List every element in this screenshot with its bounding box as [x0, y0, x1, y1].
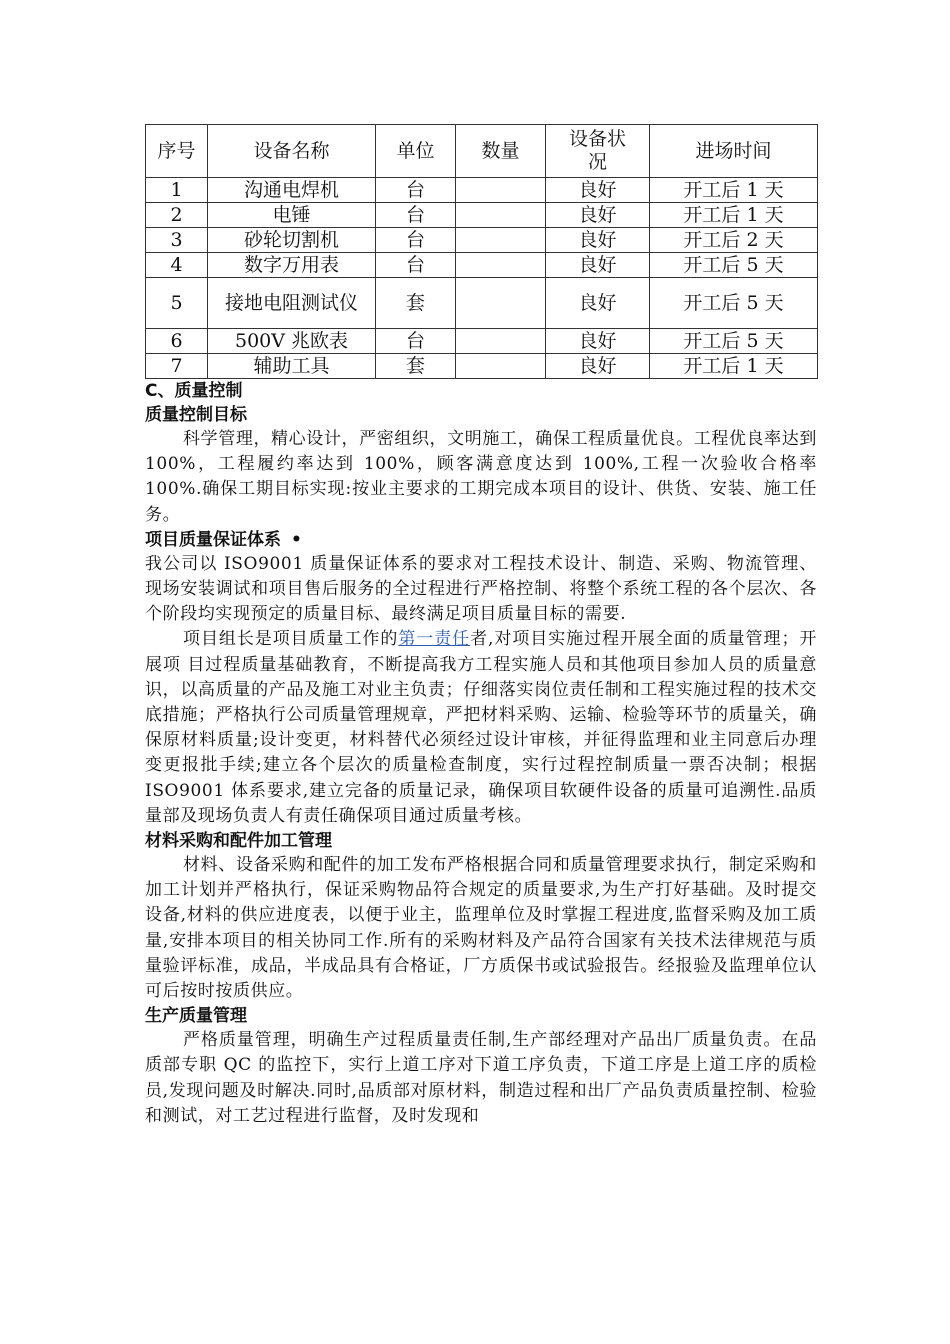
cell-unit: 套 [376, 354, 456, 379]
cell-status: 良好 [546, 228, 650, 253]
cell-time: 开工后 5 天 [650, 329, 818, 354]
leader-text-before: 项目组长是项目质量工作的 [183, 629, 399, 650]
cell-time: 开工后 5 天 [650, 278, 818, 329]
cell-qty [456, 178, 546, 203]
leader-paragraph [145, 627, 817, 829]
cell-name: 500V 兆欧表 [208, 329, 376, 354]
cell-name: 砂轮切割机 [208, 228, 376, 253]
cell-no: 2 [146, 203, 208, 228]
table-row [146, 253, 818, 278]
header-unit: 单位 [376, 125, 456, 178]
cell-time: 开工后 1 天 [650, 203, 818, 228]
document-page [145, 124, 817, 1129]
cell-status: 良好 [546, 253, 650, 278]
table-row [146, 178, 818, 203]
cell-unit: 台 [376, 203, 456, 228]
cell-unit: 台 [376, 178, 456, 203]
cell-qty [456, 354, 546, 379]
first-responsibility-link[interactable]: 第一责任 [398, 629, 471, 650]
cell-status: 良好 [546, 278, 650, 329]
cell-unit: 台 [376, 253, 456, 278]
cell-unit: 台 [376, 228, 456, 253]
cell-name: 沟通电焊机 [208, 178, 376, 203]
table-row [146, 228, 818, 253]
cell-no: 4 [146, 253, 208, 278]
quality-goal-paragraph: 科学管理，精心设计，严密组织，文明施工，确保工程质量优良。工程优良率达到 100%，工程履约率达到 100%，顾客满意度达到 100%,工程一次验收合格率 100%.确保工期目标实现:按业主要求的工期完成本项目的设计、供货、安装、施工任务。 [145, 429, 817, 525]
cell-name: 辅助工具 [208, 354, 376, 379]
production-paragraph: 严格质量管理，明确生产过程质量责任制,生产部经理对产品出厂质量负责。在品质部专职 QC 的监控下，实行上道工序对下道工序负责，下道工序是上道工序的质检员,发现问题及时解决.同时,品质部对原材料，制造过程和出厂产品负责质量控制、检验和测试，对工艺过程进行监督，及时发现和 [145, 1030, 817, 1126]
cell-time: 开工后 5 天 [650, 253, 818, 278]
production-heading: 生产质量管理 [145, 1006, 247, 1027]
cell-no: 3 [146, 228, 208, 253]
cell-status: 良好 [546, 354, 650, 379]
equipment-table [145, 124, 818, 379]
cell-qty [456, 228, 546, 253]
cell-name: 电锤 [208, 203, 376, 228]
header-status [546, 125, 650, 178]
procurement-paragraph: 材料、设备采购和配件的加工发布严格根据合同和质量管理要求执行，制定采购和加工计划并严格执行，保证采购物品符合规定的质量要求,为生产打好基础。及时提交设备,材料的供应进度表，以便于业主，监理单位及时掌握工程进度,监督采购及加工质量,安排本项目的相关协同工作.所有的采购材料及产品符合国家有关技术法律规范与质量验评标准，成品，半成品具有合格证，厂方质保书或试验报告。经报验及监理单位认可后按时按质供应。 [145, 855, 817, 1002]
cell-status: 良好 [546, 203, 650, 228]
procurement-heading: 材料采购和配件加工管理 [145, 831, 332, 852]
cell-status: 良好 [546, 178, 650, 203]
bullet-icon: • [291, 529, 302, 550]
cell-qty [456, 329, 546, 354]
table-row [146, 354, 818, 379]
cell-time: 开工后 1 天 [650, 178, 818, 203]
cell-name [208, 278, 376, 329]
cell-status: 良好 [546, 329, 650, 354]
header-status-text: 设备状况 [568, 128, 626, 173]
cell-no: 5 [146, 278, 208, 329]
cell-unit: 套 [376, 278, 456, 329]
table-row [146, 278, 818, 329]
cell-unit: 台 [376, 329, 456, 354]
leader-text-after: 者,对项目实施过程开展全面的质量管理；开展项 目过程质量基础教育，不断提高我方工程实施人员和其他项目参加人员的质量意识，以高质量的产品及施工对业主负责；仔细落实岗位责任制和工程实施过程的技术交底措施；严格执行公司质量管理规章，严把材料采购、运输、检验等环节的质量关，确保原材料质量;设计变更，材料替代必须经过设计审核，并征得监理和业主同意后办理变更报批手续;建立各个层次的质量检查制度，实行过程控制质量一票否决制；根据 ISO9001 体系要求,建立完备的质量记录，确保项目软硬件设备的质量可追溯性.品质量部及现场负责人有责任确保项目通过质量考核。 [145, 629, 818, 826]
assurance-heading [145, 528, 817, 552]
cell-time: 开工后 1 天 [650, 354, 818, 379]
table-header-row [146, 125, 818, 178]
section-c-heading: C、质量控制 [145, 381, 243, 401]
header-no: 序号 [146, 125, 208, 178]
header-qty: 数量 [456, 125, 546, 178]
cell-qty [456, 278, 546, 329]
table-row [146, 329, 818, 354]
cell-time: 开工后 2 天 [650, 228, 818, 253]
cell-qty [456, 253, 546, 278]
header-time: 进场时间 [650, 125, 818, 178]
assurance-paragraph: 我公司以 ISO9001 质量保证体系的要求对工程技术设计、制造、采购、物流管理、现场安装调试和项目售后服务的全过程进行严格控制、将整个系统工程的各个层次、各个阶段均实现预定的质量目标、最终满足项目质量目标的需要. [145, 553, 817, 625]
cell-name: 数字万用表 [208, 253, 376, 278]
cell-no: 7 [146, 354, 208, 379]
cell-no: 6 [146, 329, 208, 354]
table-row [146, 203, 818, 228]
header-name: 设备名称 [208, 125, 376, 178]
cell-no: 1 [146, 178, 208, 203]
quality-goal-heading: 质量控制目标 [145, 405, 247, 425]
cell-name-text: 接地电阻测试仪 [224, 291, 358, 314]
assurance-heading-text: 项目质量保证体系 [145, 529, 281, 550]
cell-qty [456, 203, 546, 228]
